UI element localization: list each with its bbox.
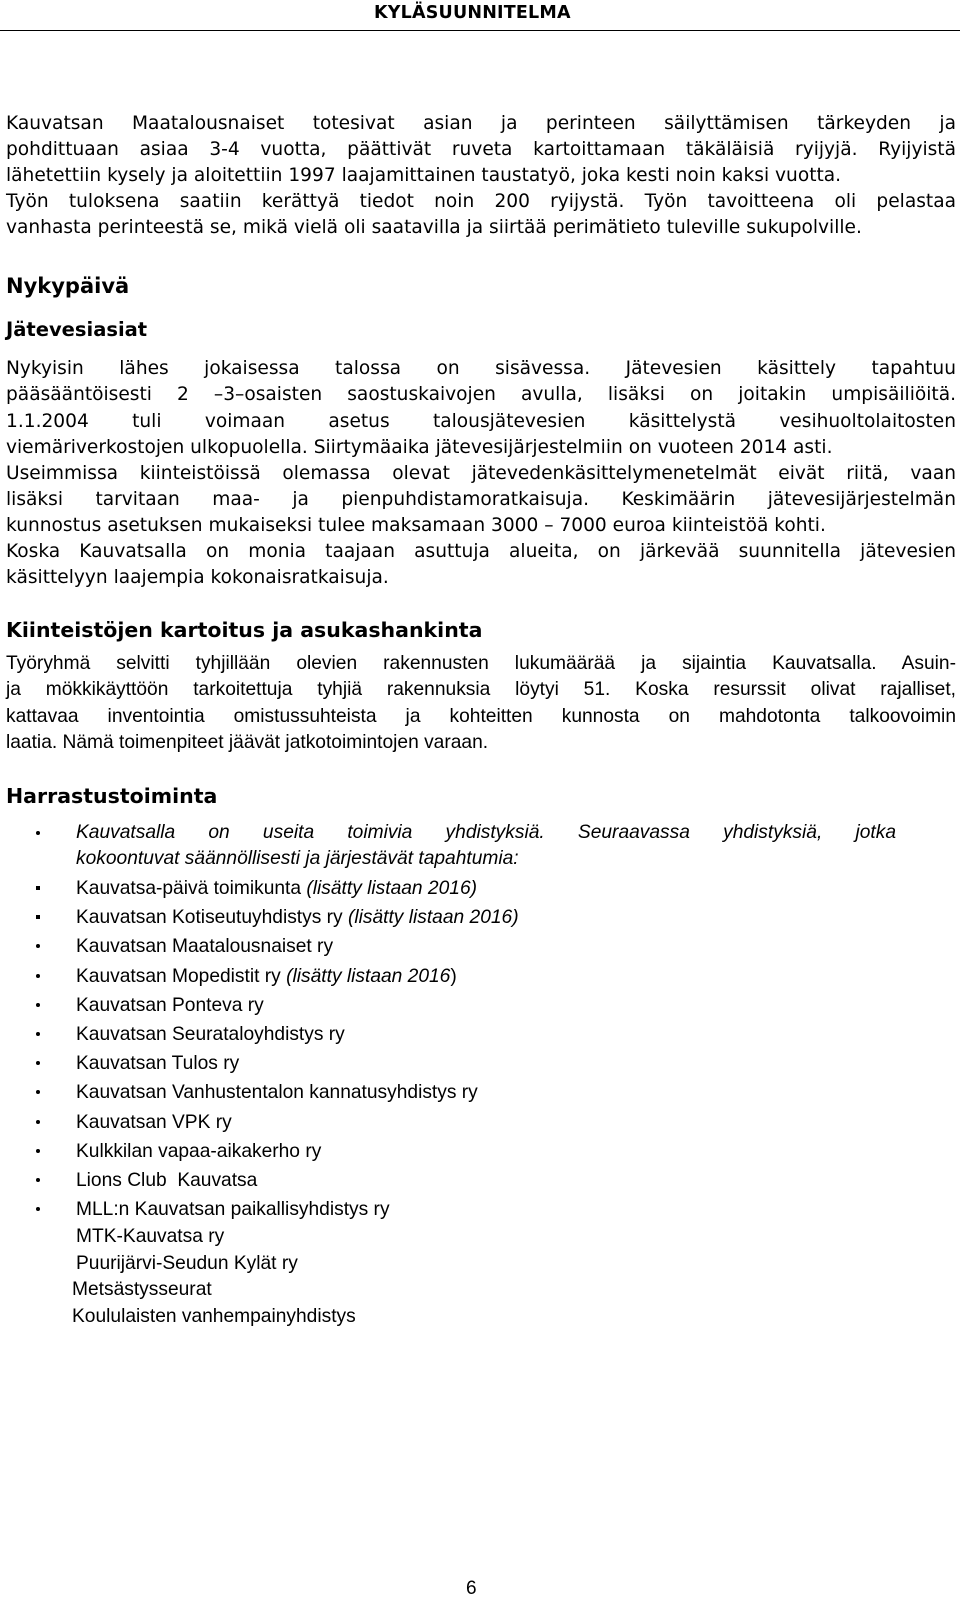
kiinteistot-line-3: kattavaa inventointia omistussuhteista ja kohteitten kunnosta on mahdotonta talkoovoimin (6, 706, 956, 727)
association-name: Kauvatsan Kotiseutuyhdistys ry (76, 907, 348, 929)
association-note-tail: ) (450, 965, 457, 987)
association-name: Kauvatsan Ponteva ry (76, 994, 264, 1016)
list-item (0, 991, 960, 1020)
list-item (0, 1195, 960, 1224)
bullet-icon (36, 974, 40, 978)
bullet-icon (36, 1061, 40, 1065)
list-item (0, 962, 960, 991)
list-item (0, 1049, 960, 1078)
jatevesi-line-4: viemäriverkostojen ulkopuolella. Siirtymäaika jätevesijärjestelmiin on vuoteen 2014 asti. (6, 437, 833, 458)
jatevesi-line-9: käsittelyyn laajempia kokonaisratkaisuja. (6, 567, 389, 588)
bullet-icon (36, 1120, 40, 1124)
association-name: Kauvatsan Mopedistit ry (76, 965, 287, 987)
association-name: Kauvatsan VPK ry (76, 1111, 232, 1133)
association-name: Koululaisten vanhempainyhdistys (72, 1305, 356, 1327)
association-name: Kauvatsan Tulos ry (76, 1053, 240, 1075)
intro-line-3: lähetettiin kysely ja aloitettiin 1997 laajamittainen taustatyö, joka kesti noin kaksi vuotta. (6, 165, 842, 186)
bullet-icon (36, 1178, 40, 1182)
bullet-icon (36, 886, 40, 890)
list-item (0, 1224, 960, 1251)
list-item (0, 1304, 960, 1331)
bullet-icon (36, 1207, 40, 1211)
list-intro-line-1: Kauvatsalla on useita toimivia yhdistyksiä. Seuraavassa yhdistyksiä, jotka (76, 822, 896, 843)
jatevesi-line-6: lisäksi tarvitaan maa- ja pienpuhdistamoratkaisuja. Keskimäärin jätevesijärjestelmän (6, 489, 956, 510)
kiinteistot-line-4: laatia. Nämä toimenpiteet jäävät jatkotoimintojen varaan. (6, 732, 489, 753)
jatevesi-line-1: Nykyisin lähes jokaisessa talossa on sisävessa. Jätevesien käsittely tapahtuu (6, 358, 956, 379)
heading-nykypaiva: Nykypäivä (6, 274, 130, 298)
list-item (0, 903, 960, 932)
list-item (0, 1078, 960, 1107)
jatevesi-line-8: Koska Kauvatsalla on monia taajaan asuttuja alueita, on järkevää suunnitella jätevesien (6, 541, 956, 562)
list-item (0, 932, 960, 961)
bullet-icon (36, 1090, 40, 1094)
list-item (0, 818, 960, 874)
list-item (0, 1166, 960, 1195)
jatevesi-line-7: kunnostus asetuksen mukaiseksi tulee maksamaan 3000 – 7000 euroa kiinteistöä kohti. (6, 515, 826, 536)
list-item (0, 1137, 960, 1166)
heading-jatevesiasiat: Jätevesiasiat (6, 318, 148, 341)
list-item (0, 1277, 960, 1304)
page-header (0, 0, 960, 31)
list-intro-line-2: kokoontuvat säännöllisesti ja järjestävät tapahtumia: (76, 848, 519, 869)
association-note: (lisätty listaan 2016) (347, 907, 519, 929)
association-name: Metsästysseurat (72, 1279, 212, 1301)
intro-line-2: pohdittuaan asiaa 3-4 vuotta, päättivät ruveta kartoittamaan täkäläisiä ryijyjä. Ryijyistä (6, 139, 956, 160)
jatevesi-line-2: pääsääntöisesti 2 –3–osaisten saostuskaivojen avulla, lisäksi on joitakin umpisäiliöitä. (6, 384, 956, 405)
association-name: Kauvatsan Maatalousnaiset ry (76, 936, 334, 958)
association-note: (lisätty listaan 2016 (286, 965, 451, 987)
association-name: Kauvatsa-päivä toimikunta (76, 878, 307, 899)
bullet-icon (36, 1003, 40, 1007)
document-title: KYLÄSUUNNITELMA (374, 3, 571, 23)
association-name: MLL:n Kauvatsan paikallisyhdistys ry (76, 1199, 390, 1221)
bullet-icon (36, 1149, 40, 1153)
list-item (0, 1020, 960, 1049)
bullet-icon (36, 831, 40, 835)
page-number: 6 (466, 1578, 477, 1599)
association-name: Puurijärvi-Seudun Kylät ry (76, 1252, 298, 1274)
heading-kiinteistot: Kiinteistöjen kartoitus ja asukashankinta (6, 618, 483, 642)
association-name: Kauvatsan Vanhustentalon kannatusyhdistys ry (76, 1082, 478, 1104)
bullet-icon (36, 915, 40, 919)
heading-harrastustoiminta: Harrastustoiminta (6, 784, 218, 808)
kiinteistot-line-2: ja mökkikäyttöön tarkoitettuja tyhjiä rakennuksia löytyi 51. Koska resurssit olivat rajalliset, (6, 679, 956, 700)
association-name: Kulkkilan vapaa-aikakerho ry (76, 1140, 322, 1162)
association-note: (lisätty listaan 2016) (306, 878, 478, 899)
associations-list (0, 818, 960, 1330)
bullet-icon (36, 944, 40, 948)
intro-line-5: vanhasta perinteestä se, mikä vielä oli saatavilla ja siirtää perimätieto tuleville sukupolville. (6, 217, 862, 238)
list-item (0, 874, 960, 903)
list-item (0, 1251, 960, 1278)
kiinteistot-line-1: Työryhmä selvitti tyhjillään olevien rakennusten lukumäärää ja sijaintia Kauvatsalla. Asuin- (6, 653, 956, 674)
association-name: Lions Club Kauvatsa (76, 1169, 258, 1191)
jatevesi-line-5: Useimmissa kiinteistöissä olemassa olevat jätevedenkäsittelymenetelmät eivät riitä, vaan (6, 463, 956, 484)
bullet-icon (36, 1032, 40, 1036)
list-item (0, 1108, 960, 1137)
association-name: Kauvatsan Seurataloyhdistys ry (76, 1023, 345, 1045)
intro-line-1: Kauvatsan Maatalousnaiset totesivat asian ja perinteen säilyttämisen tärkeyden ja (6, 113, 956, 134)
jatevesi-line-3: 1.1.2004 tuli voimaan asetus talousjätevesien käsittelystä vesihuoltolaitosten (6, 411, 956, 432)
association-name: MTK-Kauvatsa ry (76, 1226, 225, 1248)
intro-line-4: Työn tuloksena saatiin kerättyä tiedot noin 200 ryijystä. Työn tavoitteena oli pelastaa (6, 191, 956, 212)
